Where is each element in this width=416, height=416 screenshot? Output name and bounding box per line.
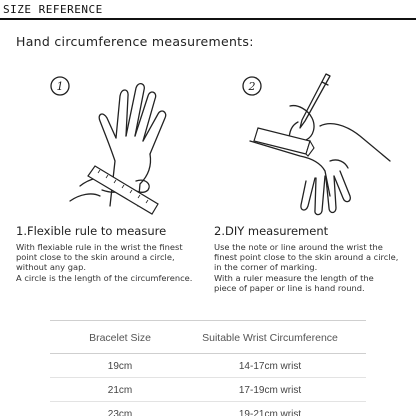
step-2-line: Use the note or line around the wrist the (214, 242, 383, 252)
flexible-rule-illustration (40, 66, 210, 216)
table-header-row (50, 320, 366, 354)
bracelet-size-cell: 19cm (107, 361, 133, 372)
table-row (50, 378, 366, 402)
header-bar (0, 0, 416, 20)
step-2-line: finest point close to the skin around a circle, (214, 252, 399, 263)
page-title: SIZE REFERENCE (3, 3, 103, 16)
step-1-line: A circle is the length of the circumference. (16, 272, 193, 283)
column-header-wrist-circumference: Suitable Wrist Circumference (202, 332, 338, 344)
step-2-line: piece of paper or line is hand round. (214, 282, 365, 293)
table-row (50, 354, 366, 378)
step-1-title: 1.Flexible rule to measure (16, 224, 167, 238)
size-table (50, 320, 366, 416)
step-2-title: 2.DIY measurement (214, 224, 329, 238)
svg-text:1: 1 (56, 80, 64, 93)
diy-measurement-illustration (230, 66, 400, 216)
wrist-circumference-cell: 17-19cm wrist (238, 385, 302, 396)
step-1-line: point close to the skin around a circle, (16, 252, 175, 263)
step-2-description (214, 242, 409, 293)
svg-text:2: 2 (248, 80, 256, 93)
wrist-circumference-cell: 19-21cm wrist (238, 409, 302, 416)
step-2-line: in the corner of marking. (214, 262, 318, 273)
table-row (50, 402, 366, 416)
bracelet-size-cell: 21cm (107, 385, 133, 396)
wrist-circumference-cell: 14-17cm wrist (238, 361, 302, 372)
step-1-line: without any gap. (16, 262, 86, 273)
column-header-bracelet-size: Bracelet Size (89, 332, 151, 344)
step-2-line: With a ruler measure the length of the (214, 272, 374, 283)
section-subtitle: Hand circumference measurements: (16, 34, 254, 49)
step-1-description (16, 242, 211, 283)
step-1-line: With flexiable rule in the wrist the finest (16, 242, 183, 252)
bracelet-size-cell: 23cm (107, 409, 133, 416)
